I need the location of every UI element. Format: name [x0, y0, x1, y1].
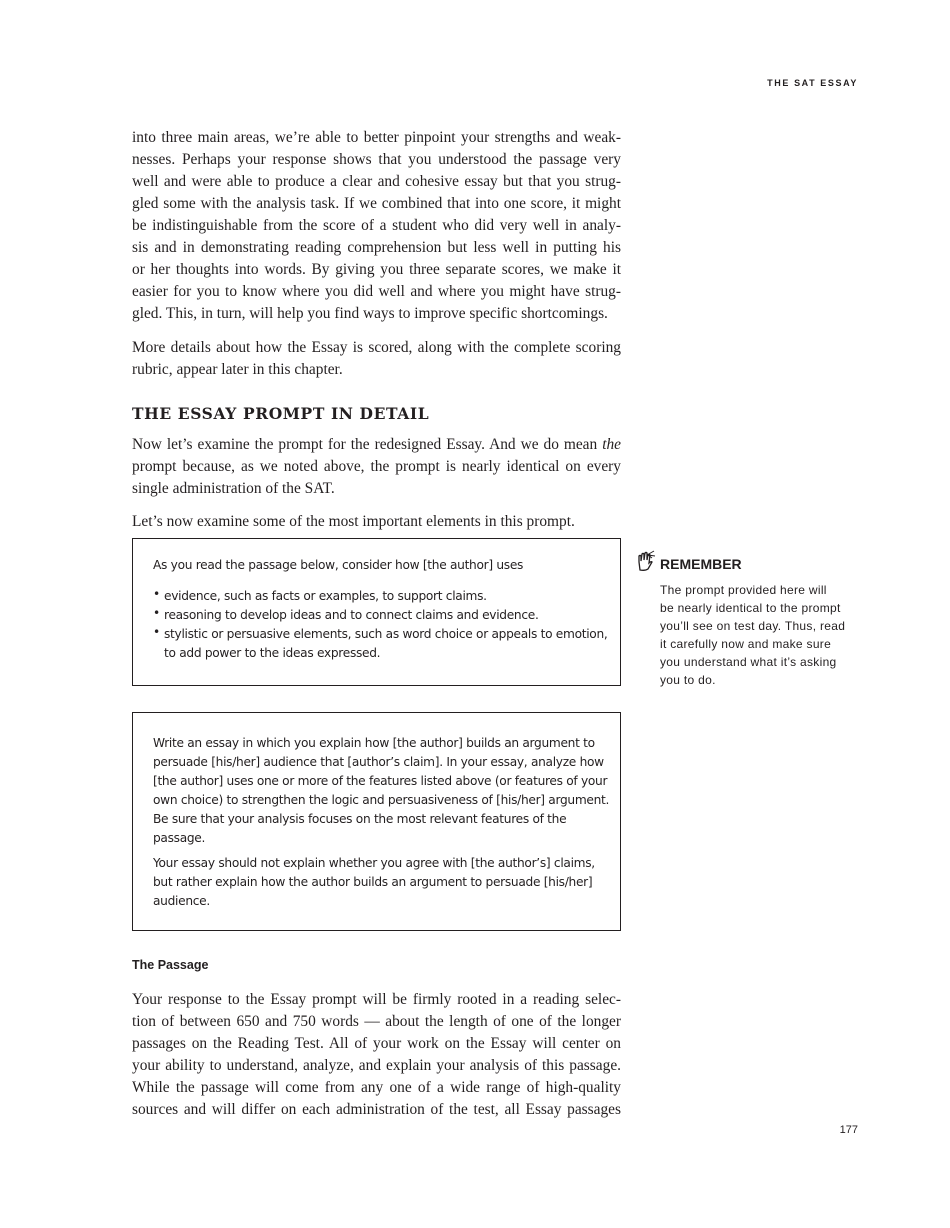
page-number: 177 — [839, 1124, 858, 1136]
paragraph-line: passages on the Reading Test. All of your work on the Essay will center on — [132, 1035, 621, 1052]
bullet-item — [153, 587, 607, 606]
paragraph-line: Your response to the Essay prompt will be firmly rooted in a reading selec- — [132, 991, 621, 1008]
paragraph-line: be indistinguishable from the score of a student who did very well in analy- — [132, 217, 621, 234]
paragraph-line: easier for you to know where you did well and where you might have strug- — [132, 283, 621, 300]
paragraph-3-rest — [132, 456, 621, 500]
box-line: persuade [his/her] audience that [author’s claim]. In your essay, analyze how — [153, 755, 604, 769]
box-line: but rather explain how the author builds an argument to persuade [his/her] — [153, 875, 593, 889]
sidebar-line: you understand what it’s asking — [660, 655, 837, 669]
box-content — [153, 556, 607, 663]
paragraph-line: While the passage will come from any one of a wide range of high-quality — [132, 1079, 621, 1096]
prompt-box-instructions — [132, 538, 621, 686]
sidebar-line: you’ll see on test day. Thus, read — [660, 619, 846, 633]
box-intro: As you read the passage below, consider how [the author] uses — [153, 558, 524, 572]
paragraph-line: nesses. Perhaps your response shows that you understood the passage very — [132, 151, 621, 168]
paragraph-3 — [132, 434, 621, 500]
bullet-item — [153, 625, 607, 663]
sidebar-line: it carefully now and make sure — [660, 637, 832, 651]
bullet-line: • evidence, such as facts or examples, to support claims. — [164, 589, 487, 603]
paragraph-line: sources and will differ on each administration of the test, all Essay passages — [132, 1101, 621, 1118]
box-line: [the author] uses one or more of the features listed above (or features of your — [153, 774, 608, 788]
bullet-line: to add power to the ideas expressed. — [164, 646, 381, 660]
running-head: THE SAT ESSAY — [767, 78, 858, 88]
section-heading: THE ESSAY PROMPT IN DETAIL — [132, 404, 430, 423]
paragraph-5 — [132, 989, 621, 1121]
sidebar-body — [660, 581, 870, 689]
paragraph-line: gled. This, in turn, will help you find ways to improve specific shortcomings. — [132, 305, 608, 322]
paragraph-1 — [132, 127, 621, 325]
sidebar-line: The prompt provided here will — [660, 583, 827, 597]
box-line: Your essay should not explain whether you agree with [the author’s] claims, — [153, 856, 595, 870]
bullet-list — [153, 587, 607, 663]
paragraph-line: sis and in demonstrating reading comprehension but less well in putting his — [132, 239, 621, 256]
sidebar-title: REMEMBER — [660, 556, 742, 572]
paragraph-line: single administration of the SAT. — [132, 480, 335, 497]
task-paragraph-2 — [153, 854, 609, 911]
italic-emphasis: the — [602, 436, 621, 453]
bullet-line: • reasoning to develop ideas and to connect claims and evidence. — [164, 608, 539, 622]
bullet-item — [153, 606, 607, 625]
paragraph-line: Let’s now examine some of the most important elements in this prompt. — [132, 513, 575, 530]
box-line: audience. — [153, 894, 210, 908]
paragraph-line: More details about how the Essay is scored, along with the complete scoring — [132, 339, 621, 356]
box-line: own choice) to strengthen the logic and persuasiveness of [his/her] argument. — [153, 793, 610, 807]
subheading: The Passage — [132, 958, 209, 972]
box-content — [153, 734, 609, 911]
box-line: passage. — [153, 831, 206, 845]
paragraph-line — [132, 434, 621, 456]
paragraph-line: into three main areas, we’re able to better pinpoint your strengths and weak- — [132, 129, 621, 146]
paragraph-4 — [132, 511, 621, 533]
paragraph-line: your ability to understand, analyze, and explain your analysis of this passage. — [132, 1057, 621, 1074]
paragraph-line: gled some with the analysis task. If we combined that into one score, it might — [132, 195, 621, 212]
box-line: Write an essay in which you explain how [the author] builds an argument to — [153, 736, 595, 750]
paragraph-2 — [132, 337, 621, 381]
paragraph-line: well and were able to produce a clear and cohesive essay but that you strug- — [132, 173, 621, 190]
paragraph-line: or her thoughts into words. By giving you three separate scores, we make it — [132, 261, 621, 278]
paragraph-line: tion of between 650 and 750 words — about the length of one of the longer — [132, 1013, 621, 1030]
box-line: Be sure that your analysis focuses on the most relevant features of the — [153, 812, 567, 826]
paragraph-line: rubric, appear later in this chapter. — [132, 361, 343, 378]
sidebar-line: be nearly identical to the prompt — [660, 601, 841, 615]
hand-with-string-icon — [636, 550, 656, 572]
sidebar-line: you to do. — [660, 673, 716, 687]
paragraph-line: prompt because, as we noted above, the prompt is nearly identical on every — [132, 458, 621, 475]
prompt-box-task — [132, 712, 621, 931]
task-paragraph-1 — [153, 734, 609, 848]
bullet-line: • stylistic or persuasive elements, such as word choice or appeals to emotion, — [164, 627, 608, 641]
line-text: Now let’s examine the prompt for the redesigned Essay. And we do mean — [132, 436, 603, 453]
